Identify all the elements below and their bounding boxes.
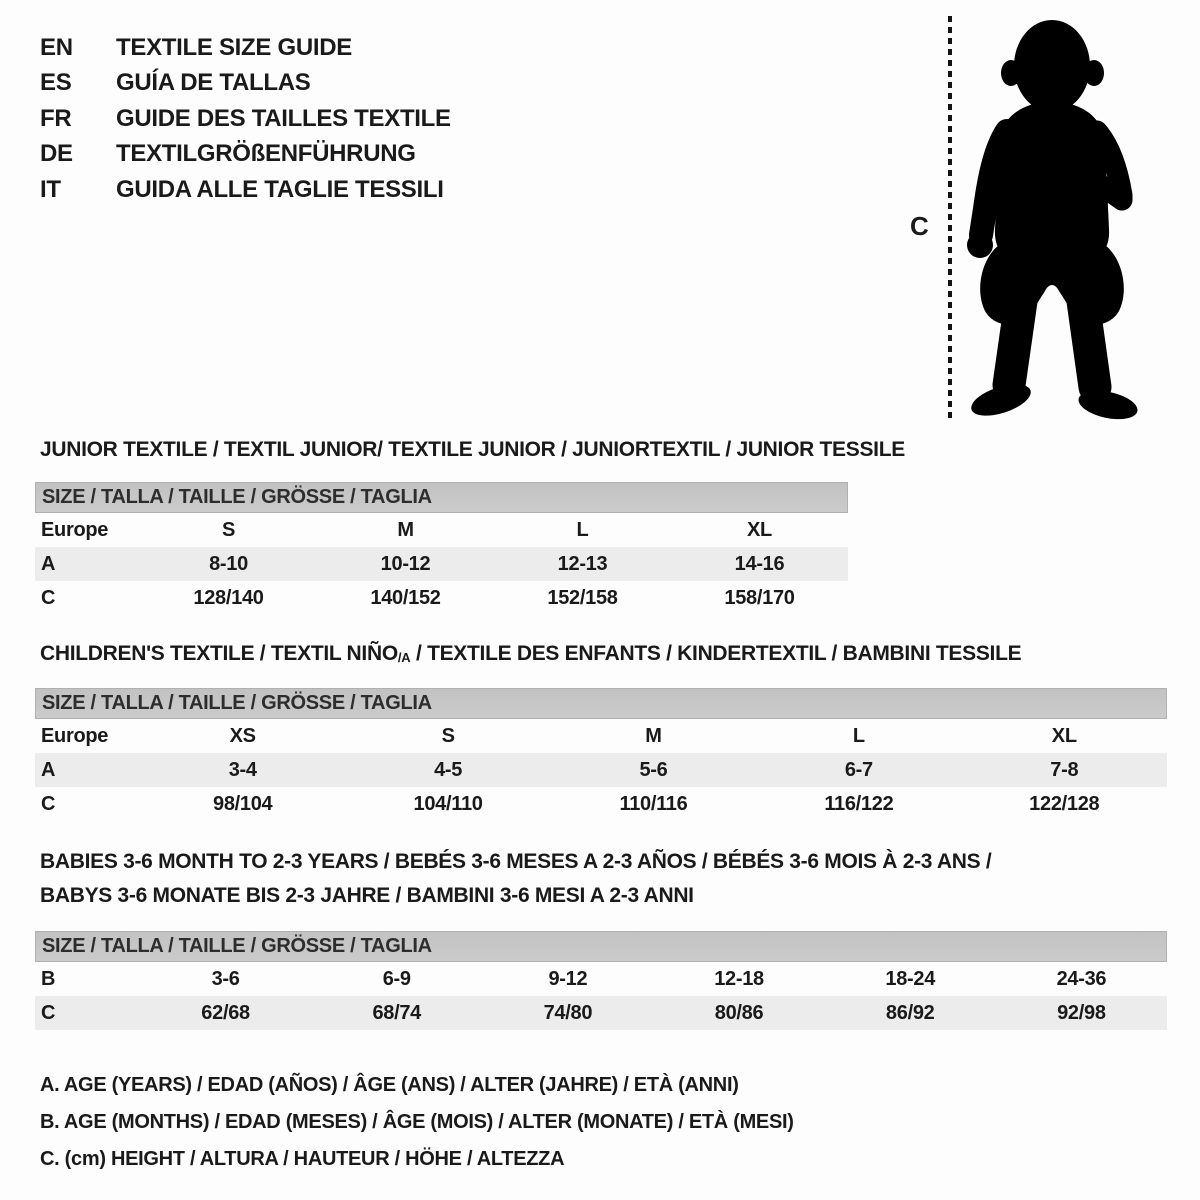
toddler-silhouette-icon [955, 18, 1150, 420]
cell: M [397, 518, 414, 541]
cell: XS [229, 724, 256, 747]
footnotes [40, 1067, 794, 1178]
table-row-europe [35, 513, 848, 547]
babies-size-header-bar: SIZE / TALLA / TAILLE / GRÖSSE / TAGLIA [35, 931, 1167, 962]
figure-measure-label: C [910, 211, 929, 241]
junior-section-title: JUNIOR TEXTILE / TEXTIL JUNIOR/ TEXTILE JUNIOR / JUNIORTEXTIL / JUNIOR TESSILE [40, 438, 905, 461]
cell: 158/170 [724, 586, 795, 609]
children-size-header-bar: SIZE / TALLA / TAILLE / GRÖSSE / TAGLIA [35, 688, 1167, 719]
lang-code: IT [40, 175, 61, 203]
children-title-text: CHILDREN'S TEXTILE / TEXTIL NIÑO [40, 642, 398, 665]
cell: 86/92 [885, 1001, 935, 1024]
babies-title-line1: BABIES 3-6 MONTH TO 2-3 YEARS / BEBÉS 3-6 MESES A 2-3 AÑOS / BÉBÉS 3-6 MOIS À 2-3 ANS / [40, 850, 992, 873]
cell: 152/158 [547, 586, 618, 609]
cell: 68/74 [372, 1001, 422, 1024]
lang-code: ES [40, 69, 72, 97]
children-section-title [40, 642, 1021, 666]
babies-title-line2: BABYS 3-6 MONATE BIS 2-3 JAHRE / BAMBINI 3-6 MESI A 2-3 ANNI [40, 884, 694, 907]
lang-label: GUÍA DE TALLAS [116, 69, 311, 97]
cell: 8-10 [209, 552, 248, 575]
lang-label: TEXTILGRÖßENFÜHRUNG [116, 140, 416, 168]
cell: 5-6 [639, 758, 668, 781]
cell: 10-12 [380, 552, 431, 575]
cell: S [441, 724, 455, 747]
lang-row-it [40, 172, 451, 208]
cell: 3-4 [228, 758, 257, 781]
cell: 92/98 [1057, 1001, 1106, 1024]
cell: 122/128 [1029, 792, 1100, 815]
height-measure-dashed-line [948, 16, 952, 418]
table-row-height [35, 581, 848, 615]
junior-size-table [35, 482, 848, 615]
lang-label: TEXTILE SIZE GUIDE [116, 33, 352, 61]
row-label: C [41, 792, 56, 815]
junior-size-header-bar: SIZE / TALLA / TAILLE / GRÖSSE / TAGLIA [35, 482, 848, 513]
table-row-age [35, 547, 848, 581]
cell: 98/104 [213, 792, 273, 815]
cell: 3-6 [211, 967, 240, 990]
cell: 14-16 [734, 552, 785, 575]
row-label: Europe [41, 724, 109, 747]
row-label: C [41, 586, 56, 609]
lang-row-en [40, 30, 451, 66]
cell: 6-9 [382, 967, 411, 990]
table-row-europe [35, 719, 1167, 753]
children-title-subscript: /A [397, 650, 411, 665]
row-label: C [41, 1001, 56, 1024]
lang-code: EN [40, 33, 73, 61]
cell: 12-13 [557, 552, 608, 575]
cell: 12-18 [714, 967, 764, 990]
cell: 18-24 [885, 967, 936, 990]
table-row-height [35, 787, 1167, 821]
cell: 4-5 [434, 758, 463, 781]
row-label: A [41, 552, 56, 575]
lang-label: GUIDA ALLE TAGLIE TESSILI [116, 175, 444, 203]
cell: 104/110 [413, 792, 483, 815]
cell: 140/152 [370, 586, 441, 609]
row-label: A [41, 758, 56, 781]
lang-code: DE [40, 140, 73, 168]
lang-row-de [40, 137, 451, 173]
cell: 9-12 [548, 967, 588, 990]
children-size-table [35, 688, 1167, 821]
footnote-c: C. (cm) HEIGHT / ALTURA / HAUTEUR / HÖHE / ALTEZZA [40, 1148, 565, 1170]
cell: XL [747, 518, 772, 541]
lang-row-fr [40, 101, 451, 137]
babies-section-title [40, 845, 991, 913]
cell: 7-8 [1050, 758, 1079, 781]
row-label: B [41, 967, 56, 990]
row-label: Europe [41, 518, 109, 541]
cell: 116/122 [824, 792, 894, 815]
cell: L [852, 724, 865, 747]
cell: 80/86 [714, 1001, 764, 1024]
cell: 128/140 [193, 586, 264, 609]
cell: 74/80 [543, 1001, 593, 1024]
cell: 6-7 [844, 758, 873, 781]
cell: L [576, 518, 589, 541]
children-title-text: / TEXTILE DES ENFANTS / KINDERTEXTIL / BAMBINI TESSILE [410, 642, 1022, 665]
lang-code: FR [40, 104, 72, 132]
cell: S [221, 518, 236, 541]
cell: 62/68 [201, 1001, 250, 1024]
table-row-age-months [35, 962, 1167, 996]
table-row-age [35, 753, 1167, 787]
cell: 24-36 [1056, 967, 1107, 990]
cell: 110/116 [619, 792, 688, 815]
cell: XL [1051, 724, 1077, 747]
table-row-height [35, 996, 1167, 1030]
babies-size-table [35, 931, 1167, 1030]
lang-row-es [40, 66, 451, 102]
language-header [40, 30, 451, 208]
footnote-b: B. AGE (MONTHS) / EDAD (MESES) / ÂGE (MOIS) / ALTER (MONATE) / ETÀ (MESI) [40, 1111, 794, 1133]
lang-label: GUIDE DES TAILLES TEXTILE [116, 104, 451, 132]
footnote-a: A. AGE (YEARS) / EDAD (AÑOS) / ÂGE (ANS) / ALTER (JAHRE) / ETÀ (ANNI) [40, 1074, 739, 1096]
cell: M [645, 724, 662, 747]
